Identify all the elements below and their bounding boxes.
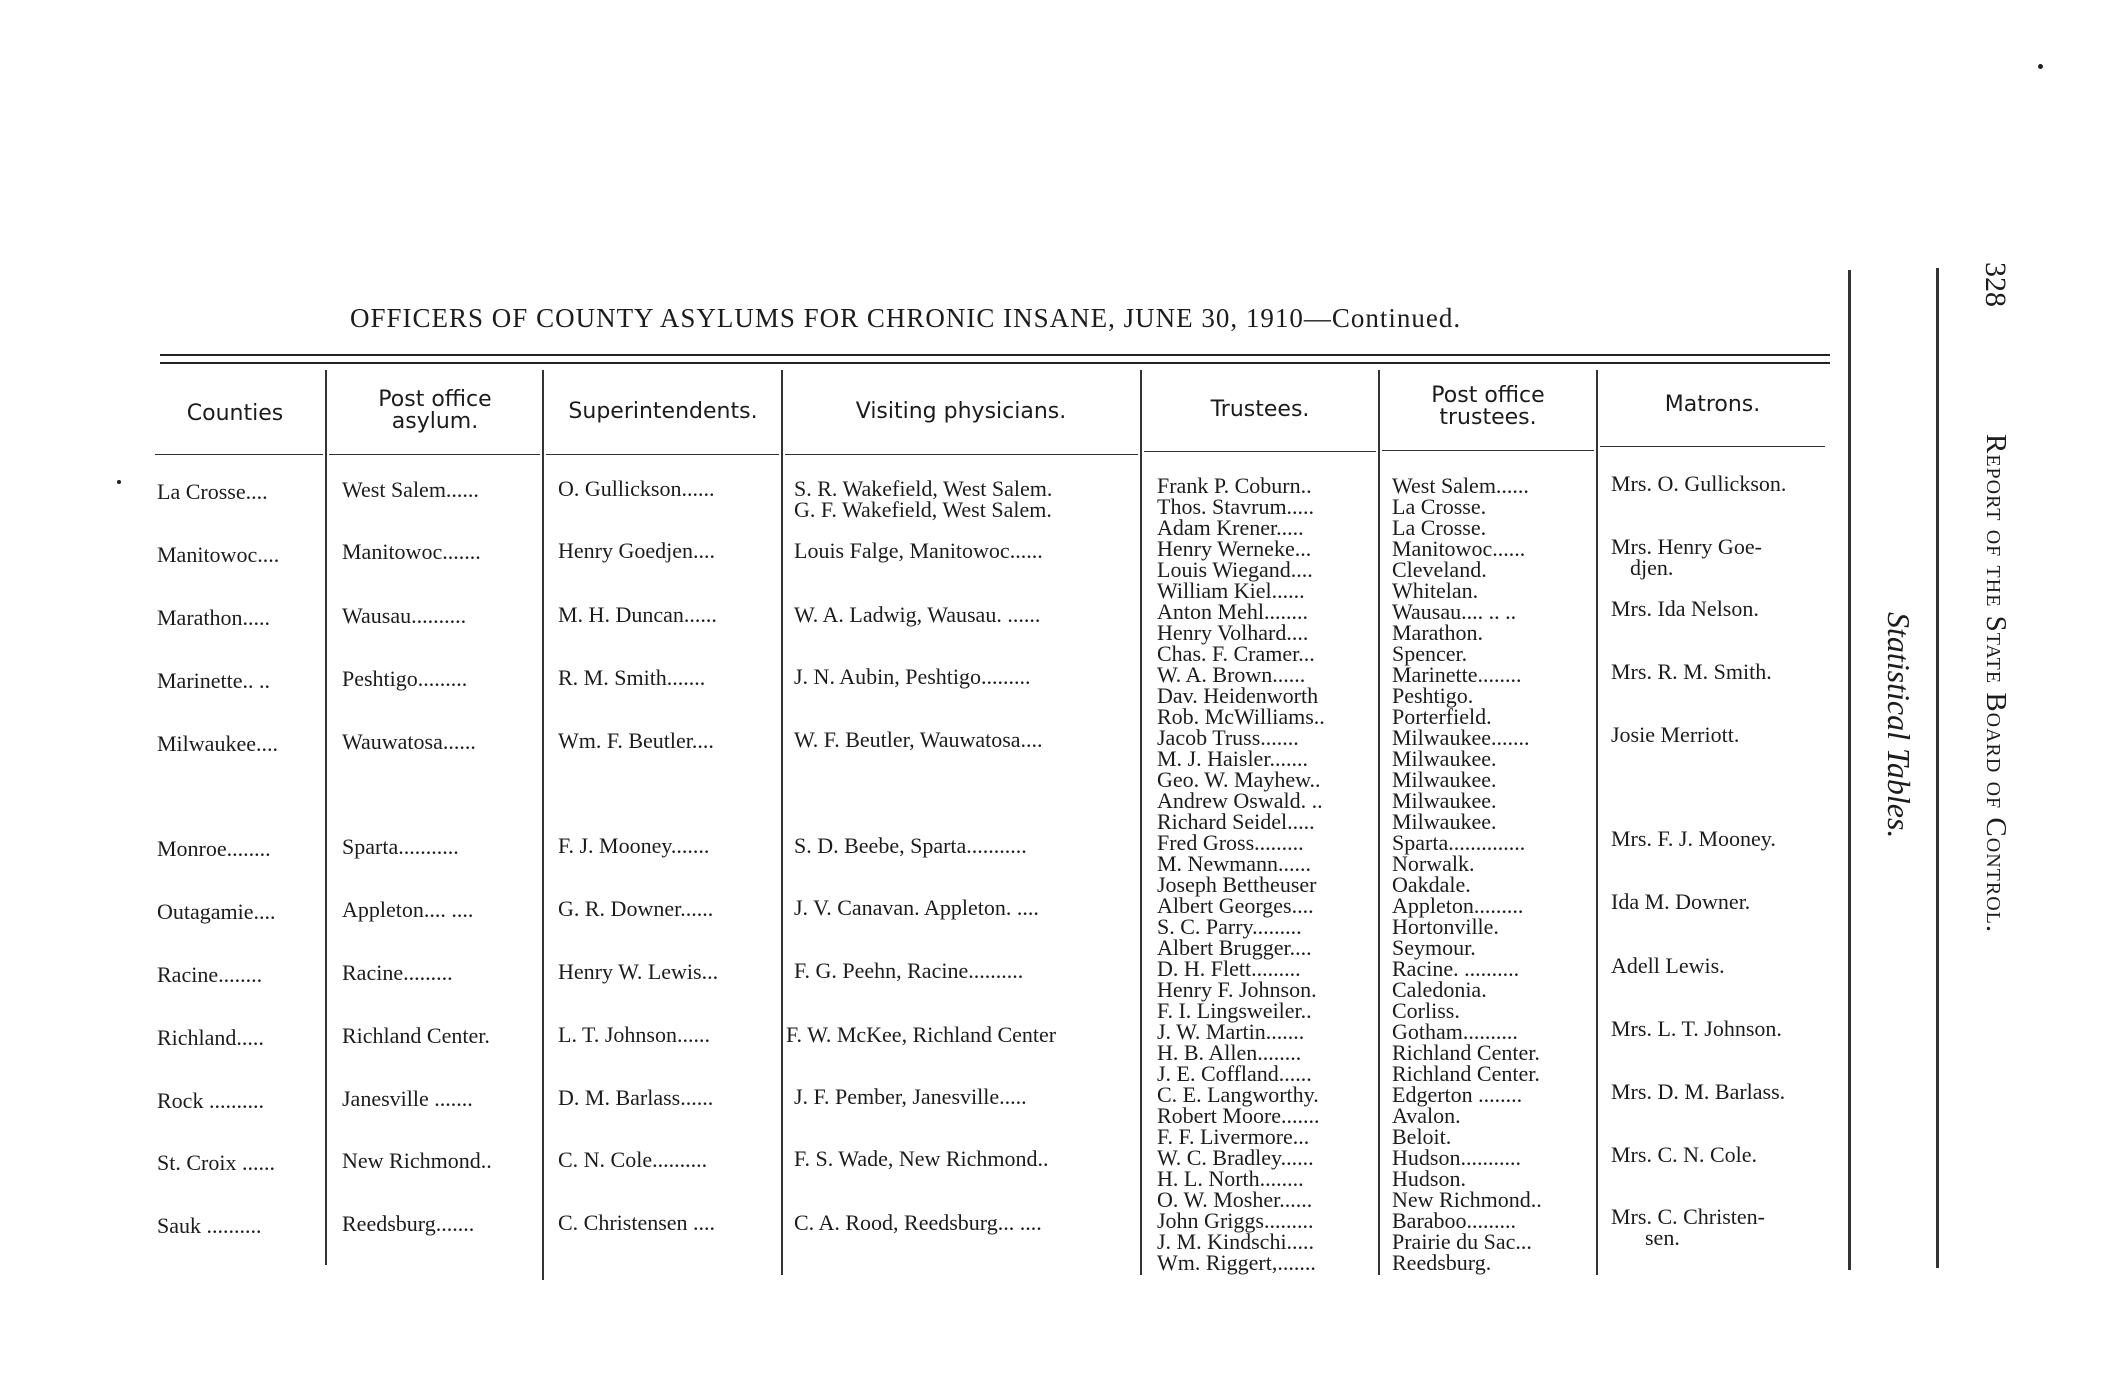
matron-cell: Mrs. D. M. Barlass. bbox=[1611, 1079, 1786, 1104]
physician-cell: S. R. Wakefield, West Salem. bbox=[794, 476, 1053, 501]
trustee-post-office: Milwaukee. bbox=[1392, 809, 1497, 834]
post-office-cell: Peshtigo......... bbox=[342, 666, 468, 691]
header-post-office-trustees-line2: trustees. bbox=[1439, 405, 1537, 430]
trustee-name: C. E. Langworthy. bbox=[1157, 1082, 1319, 1107]
county-cell: Racine........ bbox=[157, 962, 263, 987]
trustees-list bbox=[1157, 475, 1325, 1273]
physician-cell: F. G. Peehn, Racine.......... bbox=[794, 958, 1024, 983]
page-rule-outer bbox=[1936, 268, 1939, 1268]
header-superintendents bbox=[546, 401, 780, 423]
trustee-post-office: Richland Center. bbox=[1392, 1040, 1540, 1065]
header-post-office-asylum bbox=[330, 389, 540, 433]
trustee-name: F. I. Lingsweiler.. bbox=[1157, 998, 1312, 1023]
trustee-name: J. M. Kindschi..... bbox=[1157, 1229, 1315, 1254]
superintendent-cell: D. M. Barlass...... bbox=[558, 1085, 714, 1110]
post-office-cell: Reedsburg....... bbox=[342, 1211, 475, 1236]
header-post-office-trustees bbox=[1382, 385, 1594, 429]
header-visiting-physicians bbox=[786, 401, 1136, 423]
trustee-name: Anton Mehl........ bbox=[1157, 599, 1308, 624]
county-cell: Milwaukee.... bbox=[157, 731, 278, 756]
trustee-post-office: Caledonia. bbox=[1392, 977, 1487, 1002]
county-cell: Richland..... bbox=[157, 1025, 264, 1050]
trustee-name: Adam Krener..... bbox=[1157, 515, 1304, 540]
matron-cell: Mrs. O. Gullickson. bbox=[1611, 471, 1787, 496]
trustee-towns-list bbox=[1392, 475, 1542, 1273]
column-rule bbox=[1596, 370, 1598, 1275]
matron-cell: sen. bbox=[1645, 1225, 1680, 1250]
header-trustees bbox=[1144, 399, 1376, 421]
trustee-post-office: Wausau.... .. .. bbox=[1392, 599, 1517, 624]
trustee-post-office: Milwaukee....... bbox=[1392, 725, 1530, 750]
trustee-post-office: La Crosse. bbox=[1392, 494, 1487, 519]
matron-cell: Mrs. C. N. Cole. bbox=[1611, 1142, 1758, 1167]
column-rule bbox=[325, 370, 327, 1265]
scan-speck bbox=[117, 480, 121, 484]
header-matrons-label: Matrons. bbox=[1664, 392, 1761, 417]
trustee-post-office: Whitelan. bbox=[1392, 578, 1479, 603]
physician-cell: J. F. Pember, Janesville..... bbox=[794, 1084, 1027, 1109]
trustee-post-office: Marinette........ bbox=[1392, 662, 1522, 687]
superintendent-cell: G. R. Downer...... bbox=[558, 896, 714, 921]
county-cell: Manitowoc.... bbox=[157, 542, 280, 567]
header-post-office-trustees-line1: Post office bbox=[1431, 383, 1545, 408]
trustee-post-office: Cleveland. bbox=[1392, 557, 1487, 582]
physician-cell: W. F. Beutler, Wauwatosa.... bbox=[794, 727, 1043, 752]
matron-cell: Mrs. R. M. Smith. bbox=[1611, 659, 1772, 684]
trustee-name: S. C. Parry......... bbox=[1157, 914, 1302, 939]
trustee-post-office: Norwalk. bbox=[1392, 851, 1475, 876]
header-underline bbox=[1600, 446, 1825, 447]
sidebar-title: Statistical Tables. bbox=[1881, 612, 1917, 839]
trustee-name: D. H. Flett......... bbox=[1157, 956, 1301, 981]
trustee-name: O. W. Mosher...... bbox=[1157, 1187, 1313, 1212]
header-counties-label: Counties bbox=[186, 401, 284, 426]
trustee-name: Richard Seidel..... bbox=[1157, 809, 1315, 834]
superintendent-cell: F. J. Mooney....... bbox=[558, 833, 710, 858]
trustee-name: Geo. W. Mayhew.. bbox=[1157, 767, 1321, 792]
trustee-post-office: Prairie du Sac... bbox=[1392, 1229, 1532, 1254]
superintendent-cell: R. M. Smith....... bbox=[558, 665, 706, 690]
matron-cell: Mrs. Ida Nelson. bbox=[1611, 596, 1759, 621]
post-office-cell: New Richmond.. bbox=[342, 1148, 492, 1173]
matron-cell: Ida M. Downer. bbox=[1611, 889, 1751, 914]
page-number: 328 bbox=[1979, 262, 2012, 307]
header-underline bbox=[785, 454, 1138, 455]
county-cell: La Crosse.... bbox=[157, 479, 268, 504]
trustee-post-office: Hudson........... bbox=[1392, 1145, 1521, 1170]
title-rule-bottom bbox=[160, 362, 1830, 364]
trustee-post-office: West Salem...... bbox=[1392, 473, 1529, 498]
trustee-name: M. J. Haisler....... bbox=[1157, 746, 1308, 771]
trustee-name: Henry F. Johnson. bbox=[1157, 977, 1317, 1002]
superintendent-cell: C. Christensen .... bbox=[558, 1210, 716, 1235]
header-underline bbox=[329, 454, 540, 455]
column-rule bbox=[781, 370, 783, 1275]
superintendent-cell: O. Gullickson...... bbox=[558, 476, 715, 501]
physician-cell: S. D. Beebe, Sparta........... bbox=[794, 833, 1027, 858]
matron-cell: Mrs. L. T. Johnson. bbox=[1611, 1016, 1782, 1041]
post-office-cell: Appleton.... .... bbox=[342, 897, 474, 922]
trustee-name: Thos. Stavrum..... bbox=[1157, 494, 1315, 519]
trustee-name: Louis Wiegand.... bbox=[1157, 557, 1313, 582]
header-superintendents-label: Superintendents. bbox=[568, 399, 758, 424]
trustee-post-office: Milwaukee. bbox=[1392, 767, 1497, 792]
trustee-post-office: Racine. .......... bbox=[1392, 956, 1520, 981]
trustee-post-office: Hortonville. bbox=[1392, 914, 1499, 939]
trustee-name: Frank P. Coburn.. bbox=[1157, 473, 1312, 498]
trustee-name: Dav. Heidenworth bbox=[1157, 683, 1319, 708]
trustee-name: Rob. McWilliams.. bbox=[1157, 704, 1325, 729]
matron-cell: Mrs. Henry Goe- bbox=[1611, 534, 1762, 559]
trustee-post-office: Milwaukee. bbox=[1392, 746, 1497, 771]
trustee-name: M. Newmann...... bbox=[1157, 851, 1311, 876]
trustee-name: Chas. F. Cramer... bbox=[1157, 641, 1315, 666]
trustee-name: Albert Georges.... bbox=[1157, 893, 1314, 918]
post-office-cell: West Salem...... bbox=[342, 477, 479, 502]
page-title: OFFICERS OF COUNTY ASYLUMS FOR CHRONIC INSANE, JUNE 30, 1910—Continued. bbox=[350, 303, 1462, 333]
trustee-name: Wm. Riggert,....... bbox=[1157, 1250, 1316, 1275]
superintendent-cell: Henry Goedjen.... bbox=[558, 538, 716, 563]
trustee-post-office: Oakdale. bbox=[1392, 872, 1471, 897]
header-underline bbox=[1144, 451, 1376, 452]
superintendent-cell: M. H. Duncan...... bbox=[558, 602, 717, 627]
trustee-name: Henry Werneke... bbox=[1157, 536, 1312, 561]
scan-speck bbox=[2038, 64, 2043, 69]
trustee-name: Henry Volhard.... bbox=[1157, 620, 1309, 645]
title-rule-top bbox=[160, 354, 1830, 356]
trustee-post-office: Beloit. bbox=[1392, 1124, 1452, 1149]
trustee-post-office: Seymour. bbox=[1392, 935, 1476, 960]
trustee-post-office: Hudson. bbox=[1392, 1166, 1466, 1191]
superintendent-cell: Henry W. Lewis... bbox=[558, 959, 719, 984]
trustee-post-office: Milwaukee. bbox=[1392, 788, 1497, 813]
post-office-cell: Richland Center. bbox=[342, 1023, 490, 1048]
trustee-post-office: Manitowoc...... bbox=[1392, 536, 1526, 561]
post-office-cell: Sparta........... bbox=[342, 834, 459, 859]
header-visiting-physicians-label: Visiting physicians. bbox=[855, 399, 1067, 424]
header-matrons bbox=[1600, 394, 1825, 416]
matron-cell: Mrs. F. J. Mooney. bbox=[1611, 826, 1776, 851]
trustee-post-office: Peshtigo. bbox=[1392, 683, 1474, 708]
matron-cell: Josie Merriott. bbox=[1611, 722, 1740, 747]
post-office-cell: Manitowoc....... bbox=[342, 539, 481, 564]
trustee-post-office: Reedsburg. bbox=[1392, 1250, 1492, 1275]
page-rule-right bbox=[1848, 270, 1851, 1270]
county-cell: Outagamie.... bbox=[157, 899, 276, 924]
trustee-name: J. W. Martin....... bbox=[1157, 1019, 1305, 1044]
county-cell: Marathon..... bbox=[157, 605, 271, 630]
trustee-post-office: Baraboo......... bbox=[1392, 1208, 1517, 1233]
superintendent-cell: C. N. Cole.......... bbox=[558, 1147, 708, 1172]
physician-cell: F. W. McKee, Richland Center bbox=[786, 1022, 1057, 1047]
county-cell: St. Croix ...... bbox=[157, 1150, 275, 1175]
running-head: Report of the State Board of Control. bbox=[1980, 434, 2012, 934]
header-underline bbox=[546, 454, 779, 455]
column-rule bbox=[1140, 370, 1142, 1275]
trustee-post-office: Marathon. bbox=[1392, 620, 1484, 645]
header-underline bbox=[1382, 450, 1594, 451]
post-office-cell: Janesville ....... bbox=[342, 1086, 473, 1111]
trustee-name: Robert Moore....... bbox=[1157, 1103, 1320, 1128]
header-trustees-label: Trustees. bbox=[1210, 397, 1310, 422]
post-office-cell: Racine......... bbox=[342, 960, 453, 985]
county-cell: Marinette.. .. bbox=[157, 668, 271, 693]
trustee-post-office: Porterfield. bbox=[1392, 704, 1492, 729]
post-office-cell: Wausau.......... bbox=[342, 603, 467, 628]
trustee-name: J. E. Coffland...... bbox=[1157, 1061, 1312, 1086]
physician-cell: C. A. Rood, Reedsburg... .... bbox=[794, 1210, 1042, 1235]
trustee-post-office: Avalon. bbox=[1392, 1103, 1461, 1128]
trustee-name: John Griggs......... bbox=[1157, 1208, 1314, 1233]
physician-cell: F. S. Wade, New Richmond.. bbox=[794, 1146, 1049, 1171]
matron-cell: Adell Lewis. bbox=[1611, 953, 1725, 978]
column-rule bbox=[542, 370, 544, 1280]
physician-cell: G. F. Wakefield, West Salem. bbox=[794, 497, 1052, 522]
superintendent-cell: Wm. F. Beutler.... bbox=[558, 728, 714, 753]
trustee-name: H. L. North........ bbox=[1157, 1166, 1304, 1191]
trustee-post-office: La Crosse. bbox=[1392, 515, 1487, 540]
trustee-name: Fred Gross......... bbox=[1157, 830, 1304, 855]
trustee-post-office: New Richmond.. bbox=[1392, 1187, 1542, 1212]
physician-cell: J. V. Canavan. Appleton. .... bbox=[794, 895, 1039, 920]
trustee-name: W. A. Brown...... bbox=[1157, 662, 1306, 687]
trustee-post-office: Spencer. bbox=[1392, 641, 1468, 666]
county-cell: Monroe........ bbox=[157, 836, 271, 861]
trustee-name: Andrew Oswald. .. bbox=[1157, 788, 1323, 813]
matron-cell: Mrs. C. Christen- bbox=[1611, 1204, 1765, 1229]
header-counties bbox=[150, 403, 320, 425]
trustee-post-office: Sparta.............. bbox=[1392, 830, 1526, 855]
trustee-post-office: Appleton......... bbox=[1392, 893, 1524, 918]
header-post-office-asylum-line2: asylum. bbox=[391, 409, 479, 434]
post-office-cell: Wauwatosa...... bbox=[342, 729, 476, 754]
trustee-name: Jacob Truss....... bbox=[1157, 725, 1299, 750]
trustee-name: F. F. Livermore... bbox=[1157, 1124, 1310, 1149]
trustee-name: Joseph Bettheuser bbox=[1157, 872, 1317, 897]
trustee-post-office: Richland Center. bbox=[1392, 1061, 1540, 1086]
trustee-post-office: Corliss. bbox=[1392, 998, 1460, 1023]
trustee-name: H. B. Allen........ bbox=[1157, 1040, 1302, 1065]
header-post-office-asylum-line1: Post office bbox=[378, 387, 492, 412]
trustee-name: W. C. Bradley...... bbox=[1157, 1145, 1314, 1170]
trustee-post-office: Edgerton ........ bbox=[1392, 1082, 1523, 1107]
trustee-name: Albert Brugger.... bbox=[1157, 935, 1312, 960]
physician-cell: J. N. Aubin, Peshtigo......... bbox=[794, 664, 1031, 689]
county-cell: Rock .......... bbox=[157, 1088, 264, 1113]
physician-cell: W. A. Ladwig, Wausau. ...... bbox=[794, 602, 1041, 627]
trustee-post-office: Gotham.......... bbox=[1392, 1019, 1518, 1044]
column-rule bbox=[1378, 370, 1380, 1275]
county-cell: Sauk .......... bbox=[157, 1213, 262, 1238]
superintendent-cell: L. T. Johnson...... bbox=[558, 1022, 710, 1047]
trustee-name: William Kiel...... bbox=[1157, 578, 1305, 603]
physician-cell: Louis Falge, Manitowoc...... bbox=[794, 538, 1043, 563]
header-underline bbox=[155, 454, 323, 455]
matron-cell: djen. bbox=[1630, 555, 1674, 580]
